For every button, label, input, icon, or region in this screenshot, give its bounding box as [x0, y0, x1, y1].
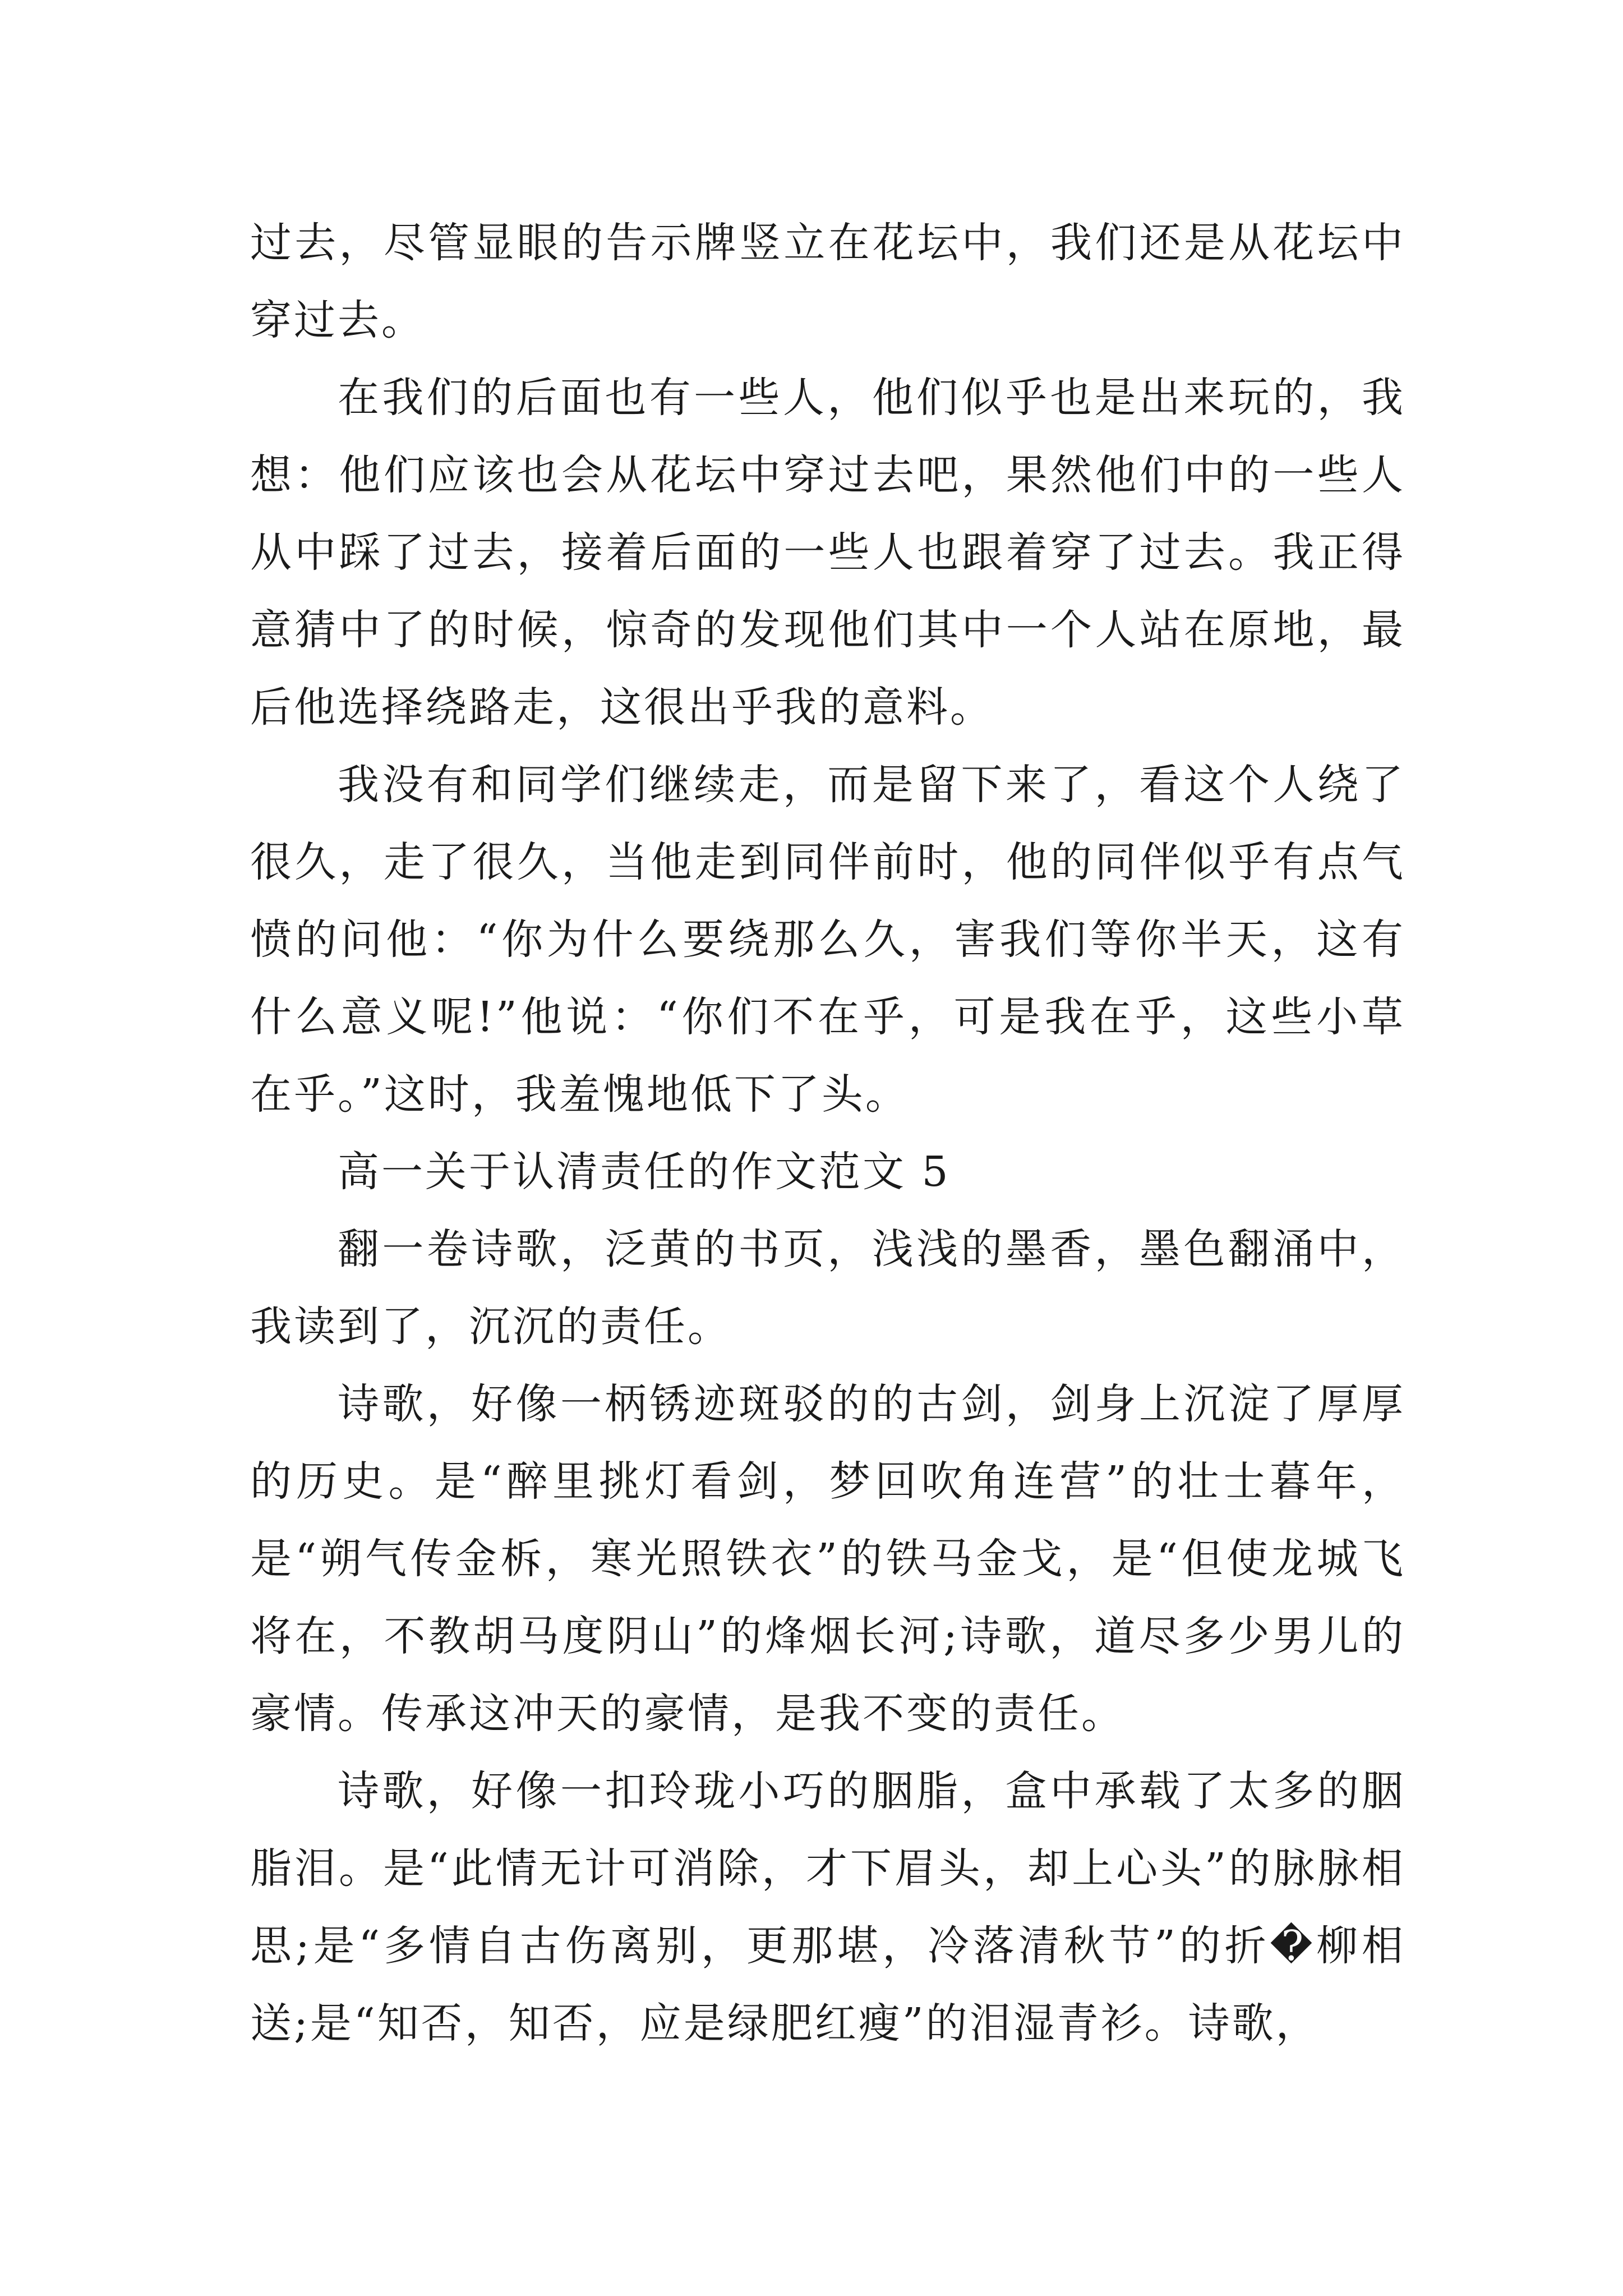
paragraph-poetry-sword: 诗歌，好像一柄锈迹斑驳的的古剑，剑身上沉淀了厚厚的历史。是“醉里挑灯看剑，梦回吹角连营”的壮士暮年，是“朔气传金柝，寒光照铁衣”的铁马金戈，是“但使龙城飞将在，不教胡马度阴山”的烽烟长河;诗歌，道尽多少男儿的豪情。传承这冲天的豪情，是我不变的责任。	[250, 1380, 1405, 1738]
paragraph-flowerbed: 在我们的后面也有一些人，他们似乎也是出来玩的，我想：他们应该也会从花坛中穿过去吧，果然他们中的一些人从中踩了过去，接着后面的一些人也跟着穿了过去。我正得意猜中了的时候，惊奇的发现他们其中一个人站在原地，最后他选择绕路走，这很出乎我的意料。	[250, 374, 1405, 731]
paragraph-poetry-intro: 翻一卷诗歌，泛黄的书页，浅浅的墨香，墨色翻涌中，我读到了，沉沉的责任。	[250, 1225, 1405, 1351]
paragraph-poetry-rouge: 诗歌，好像一扣玲珑小巧的胭脂，盒中承载了太多的胭脂泪。是“此情无计可消除，才下眉头，却上心头”的脉脉相思;是“多情自古伤离别，更那堪，冷落清秋节”的折�柳相送;是“知否，知否，应是绿肥红瘦”的泪湿青衫。诗歌，	[250, 1767, 1405, 2047]
essay-heading: 高一关于认清责任的作文范文 5	[338, 1148, 951, 1196]
essay-body	[250, 204, 1405, 2062]
paragraph-companion: 我没有和同学们继续走，而是留下来了，看这个人绕了很久，走了很久，当他走到同伴前时，他的同伴似乎有点气愤的问他：“你为什么要绕那么久，害我们等你半天，这有什么意义呢!”他说：“你们不在乎，可是我在乎，这些小草在乎。”这时，我羞愧地低下了头。	[250, 761, 1405, 1119]
paragraph-continuation: 过去，尽管显眼的告示牌竖立在花坛中，我们还是从花坛中穿过去。	[250, 219, 1405, 344]
